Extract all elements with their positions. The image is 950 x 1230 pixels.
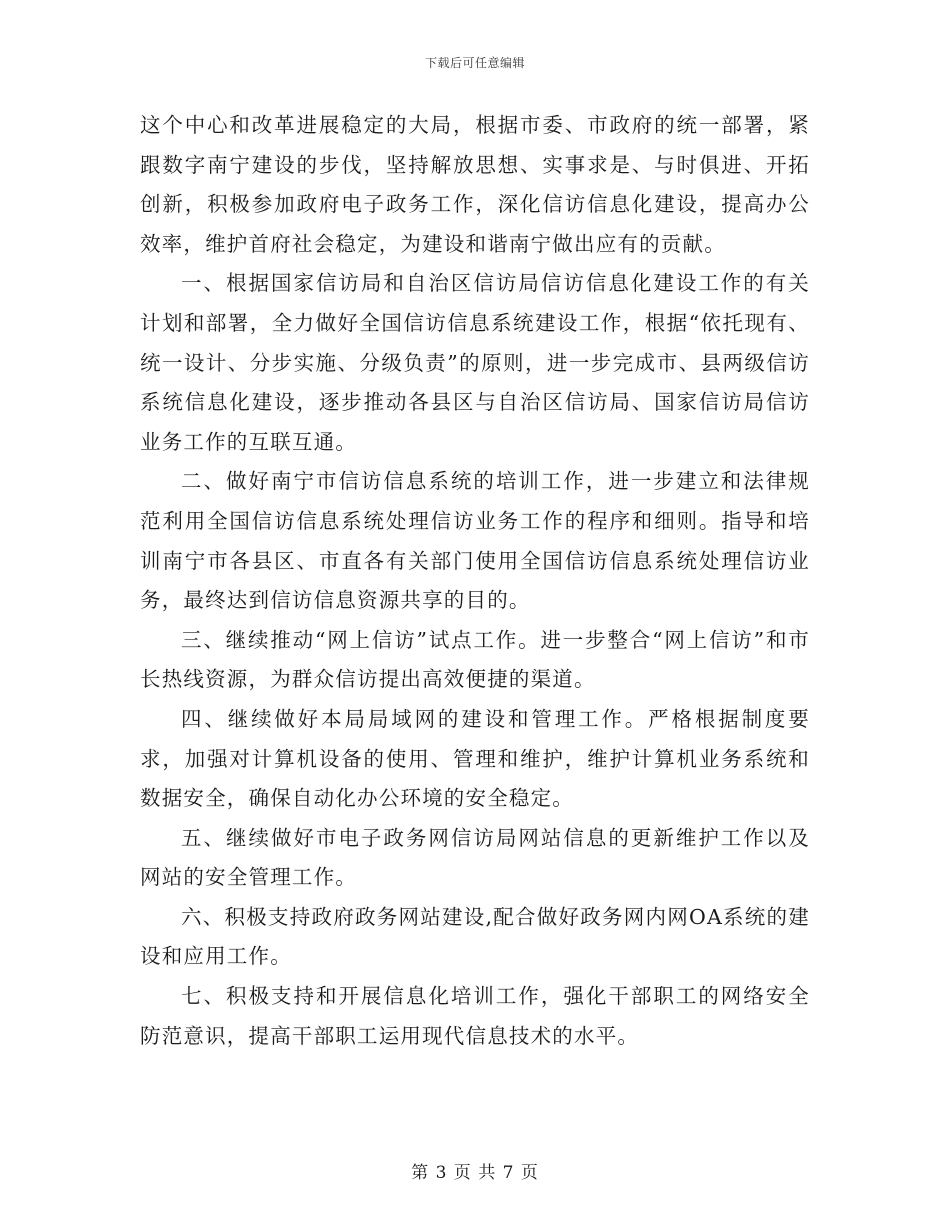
paragraph-item-4: 四、继续做好本局局域网的建设和管理工作。严格根据制度要求，加强对计算机设备的使用、管理和维护，维护计算机业务系统和数据安全，确保自动化办公环境的安全稳定。 [140,706,810,811]
paragraph-item-6: 六、积极支持政府政务网站建设,配合做好政务网内网OA系统的建设和应用工作。 [140,904,810,969]
paragraph-item-5: 五、继续做好市电子政务网信访局网站信息的更新维护工作以及网站的安全管理工作。 [140,825,810,890]
paragraph-continuation: 这个中心和改革进展稳定的大局，根据市委、市政府的统一部署，紧跟数字南宁建设的步伐，坚持解放思想、实事求是、与时俱进、开拓创新，积极参加政府电子政务工作，深化信访信息化建设，提高办公效率，维护首府社会稳定，为建设和谐南宁做出应有的贡献。 [140,113,810,256]
paragraph-item-7: 七、积极支持和开展信息化培训工作，强化干部职工的网络安全防范意识，提高干部职工运用现代信息技术的水平。 [140,984,810,1048]
paragraph-item-2: 二、做好南宁市信访信息系统的培训工作，进一步建立和法律规范利用全国信访信息系统处理信访业务工作的程序和细则。指导和培训南宁市各县区、市直各有关部门使用全国信访信息系统处理信访业务，最终达到信访信息资源共享的目的。 [140,469,810,613]
page-number-footer: 第 3 页 共 7 页 [411,1163,539,1183]
paragraph-item-1: 一、根据国家信访局和自治区信访局信访信息化建设工作的有关计划和部署，全力做好全国信访信息系统建设工作，根据“依托现有、统一设计、分步实施、分级负责”的原则，进一步完成市、县两级信访系统信息化建设，逐步推动各县区与自治区信访局、国家信访局信访业务工作的互联互通。 [140,271,810,454]
page-header-note: 下载后可任意编辑 [424,56,525,70]
document-body [140,106,810,1056]
paragraph-item-3: 三、继续推动“网上信访”试点工作。进一步整合“网上信访”和市长热线资源，为群众信访提出高效便捷的渠道。 [140,627,810,692]
